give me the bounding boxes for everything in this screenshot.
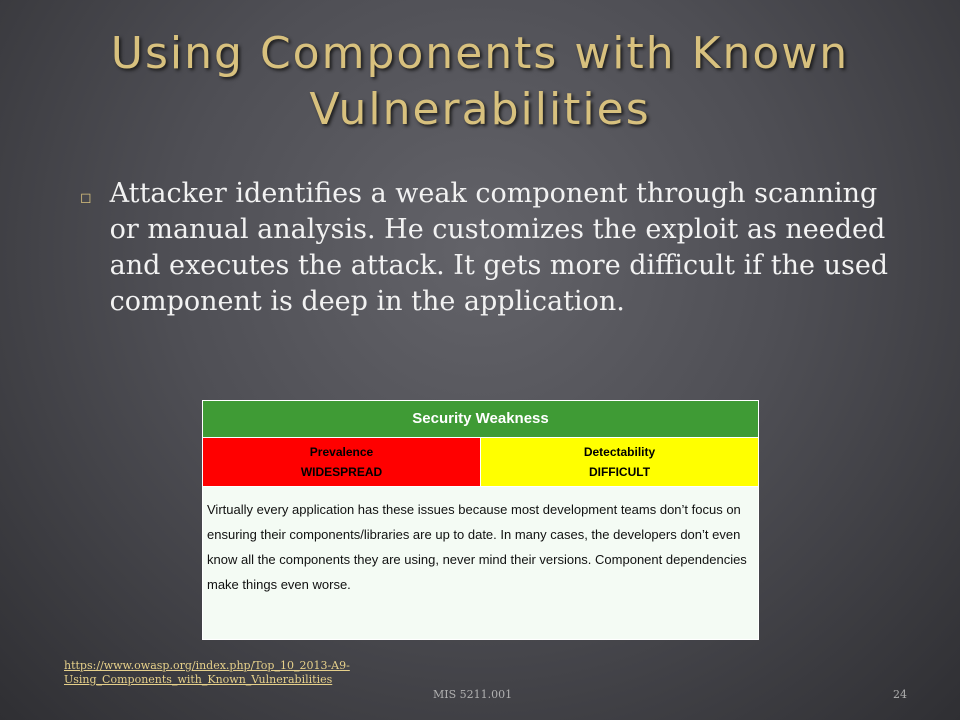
square-bullet-icon: ◻ <box>80 190 92 206</box>
detectability-value: DIFFICULT <box>588 465 651 479</box>
footer-course-code: MIS 5211.001 <box>433 688 513 701</box>
weakness-ratings-row <box>203 438 758 487</box>
prevalence-label: Prevalence <box>309 445 374 459</box>
slide-number: 24 <box>893 688 907 701</box>
weakness-description: Virtually every application has these issues because most development teams don’t focus on ensuring their components/libraries are up to date. In many cases, the developers don’t even know all the components they are using, never mind their versions. Component dependencies make things even worse. <box>203 487 758 639</box>
prevalence-value: WIDESPREAD <box>300 465 383 479</box>
detectability-label: Detectability <box>583 445 656 459</box>
owasp-reference-link[interactable]: https://www.owasp.org/index.php/Top_10_2013-A9-Using_Components_with_Known_Vulnerabilities <box>64 659 350 686</box>
bullet-text: Attacker identifies a weak component through scanning or manual analysis. He customizes the exploit as needed and executes the attack. It gets more difficult if the used component is deep in the application. <box>109 178 889 317</box>
prevalence-cell <box>203 438 481 486</box>
security-weakness-table <box>202 400 759 640</box>
detectability-cell <box>481 438 758 486</box>
bullet-item <box>80 176 910 320</box>
slide-title: Using Components with Known Vulnerabilities <box>110 28 850 135</box>
security-weakness-header: Security Weakness <box>203 401 758 438</box>
